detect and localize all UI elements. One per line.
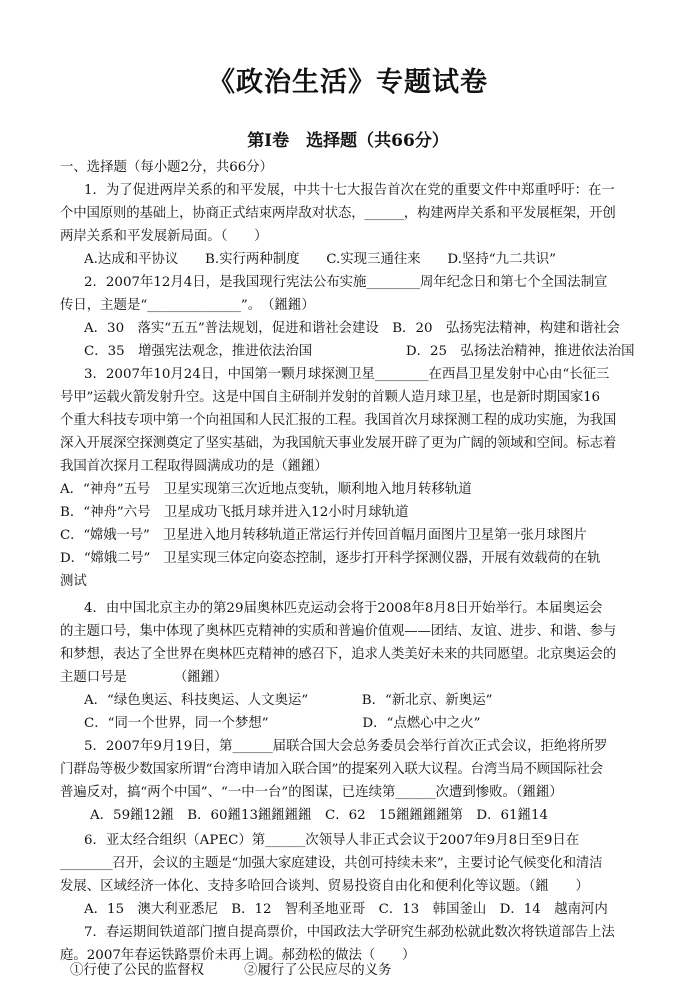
question-6-options: A．15 澳大利亚悉尼 B．12 智利圣地亚哥 C．13 韩国釜山 D．14 越南河内	[84, 902, 608, 917]
section-title: 第Ⅰ卷 选择题（共66分）	[247, 131, 449, 151]
question-6-text: ________召开，会议的主题是“加强大家庭建设，共创可持续未来”，主要讨论气候变化和清洁	[60, 856, 603, 871]
question-6-text: 6．亚太经合组织（APEC）第______次领导人非正式会议于2007年9月8日至9日在	[84, 833, 580, 848]
question-3-text: 我国首次探月工程取得圆满成功的是（鎺鎺）	[60, 459, 328, 474]
question-4-text: 4．由中国北京主办的第29届奥林匹克运动会将于2008年8月8日开始举行。本届奥运会	[84, 601, 603, 616]
question-1-text: 两岸关系和平发展新局面。（ ）	[60, 229, 268, 244]
question-5-text: 门群岛等极少数国家所谓“台湾申请加入联合国”的提案列入联大议程。台湾当局不顾国际社会	[60, 762, 604, 777]
question-7-text: 7．春运期间铁道部门擅自提高票价，中国政法大学研究生郝劲松就此数次将铁道部告上法	[84, 925, 615, 940]
exam-title: 《政治生活》专题试卷	[208, 67, 488, 98]
question-3-text: 号甲”运载火箭发射升空。这是中国自主研制并发射的首颗人造月球卫星，也是新时期国家16	[60, 390, 600, 405]
question-4-options: A．“绿色奥运、科技奥运、人文奥运” B．“新北京、新奥运”	[84, 693, 493, 708]
question-3-text: 深入开展深空探测奠定了坚实基础，为我国航天事业发展开辟了更为广阔的领域和空间。标志着	[60, 436, 617, 451]
question-4-text: 主题口号是 （鎺鎺）	[60, 670, 228, 685]
question-2-options: A．30 落实“五五”普法规划，促进和谐社会建设 B．20 弘扬宪法精神，构建和谐社会	[84, 321, 620, 336]
question-3-option-a: A．“神舟”五号 卫星实现第三次近地点变轨，顺利地入地月转移轨道	[60, 482, 472, 497]
question-3-option-c: C．“嫦娥一号” 卫星进入地月转移轨道正常运行并传回首幅月面图片卫星第一张月球图片	[60, 528, 587, 543]
question-2-options: C．35 增强宪法观念，推进依法治国 D．25 弘扬法治精神，推进依法治国	[84, 344, 635, 359]
question-4-options: C．“同一个世界，同一个梦想” D．“点燃心中之火”	[84, 716, 481, 731]
question-3-option-d: 测试	[60, 574, 87, 589]
question-1-text: 个中国原则的基础上，协商正式结束两岸敌对状态，______，构建两岸关系和平发展框架，开创	[60, 206, 616, 221]
question-1-options: A.达成和平协议 B.实行两种制度 C.实现三通往来 D.坚持“九二共识”	[84, 252, 556, 267]
question-7-choices: ①行使了公民的监督权 ②履行了公民应尽的义务	[70, 963, 392, 978]
question-2-text: 传日，主题是“______________”。 （鎺鎺）	[60, 298, 315, 313]
section-heading: 一、选择题（每小题2分，共66分）	[60, 160, 274, 175]
question-6-text: 发展、区域经济一体化、支持多哈回合谈判、贸易投资自由化和便利化等议题。（鎺 ）	[60, 879, 589, 894]
question-4-text: 的主题口号，集中体现了奥林匹克精神的实质和普遍价值观——团结、友谊、进步、和谐、参与	[60, 624, 617, 639]
question-5-options: A．59鎺12鎺 B．60鎺13鎺鎺鎺鎺 C．62 15鎺鎺鎺鎺第 D．61鎺14	[90, 808, 549, 823]
question-7-text: 庭。2007年春运铁路票价未再上调。郝劲松的做法（ ）	[60, 948, 416, 963]
question-3-option-d: D．“嫦娥二号” 卫星实现三体定向姿态控制，逐步打开科学探测仪器，开展有效载荷的在轨	[60, 551, 601, 566]
question-5-text: 普遍反对，搞“两个中国”、“一中一台”的图谋，已连续第______次遭到惨败。（鎺鎺）	[60, 785, 563, 800]
question-3-text: 个重大科技专项中第一个向祖国和人民汇报的工程。我国首次月球探测工程的成功实施，为我国	[60, 413, 617, 428]
question-5-text: 5．2007年9月19日，第______届联合国大会总务委员会举行首次正式会议，拒绝将所罗	[84, 739, 608, 754]
question-2-text: 2．2007年12月4日，是我国现行宪法公布实施________周年纪念日和第七个全国法制宣	[84, 275, 608, 290]
question-3-option-b: B．“神舟”六号 卫星成功飞抵月球并进入12小时月球轨道	[60, 505, 409, 520]
question-3-text: 3．2007年10月24日，中国第一颗月球探测卫星________在西昌卫星发射中心由“长征三	[84, 367, 610, 382]
question-4-text: 和梦想，表达了全世界在奥林匹克精神的感召下，追求人类美好未来的共同愿望。北京奥运会的	[60, 647, 617, 662]
question-1-text: 1．为了促进两岸关系的和平发展，中共十七大报告首次在党的重要文件中郑重呼吁：在一	[84, 183, 615, 198]
